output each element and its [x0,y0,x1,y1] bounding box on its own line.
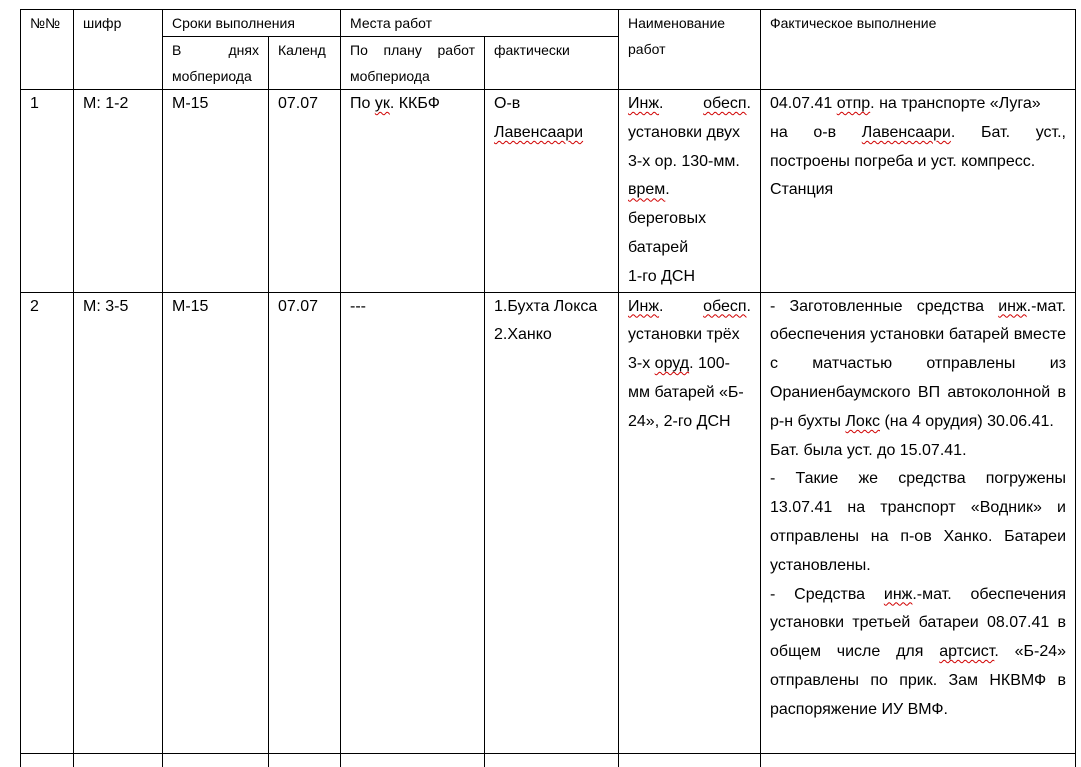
header-num: №№ [21,10,74,90]
header-places-fact: фактически [485,37,619,90]
cell-calendar: 07.07 [269,292,341,753]
document-page [20,9,1076,767]
cell-days: М-15 [163,292,269,753]
header-work-name: Наименование работ [619,10,761,90]
cell-num: 1 [21,90,74,293]
cell-code: М: 3-5 [74,292,163,753]
header-terms-days: В днях мобпериода [163,37,269,90]
cell-calendar: 07.07 [269,90,341,293]
works-table [20,9,1076,767]
header-terms: Сроки выполнения [163,10,341,37]
cell-work-name: Инж. обесп. установки трёх 3-х оруд. 100- мм батарей «Б- 24», 2-го ДСН [619,292,761,753]
header-places: Места работ [341,10,619,37]
cell-plan: По ук. ККБФ [341,90,485,293]
header-code: шифр [74,10,163,90]
cell-days: М-15 [163,90,269,293]
cell-actual-done: - Заготовленные средства инж.-мат. обеспечения установки батарей вместе с матчастью отправлены из Ораниенбаумского ВП автоколонной в р-н бухты Локс (на 4 орудия) 30.06.41. Бат. была уст. до 15.07.41. - Такие же средства погружены 13.07.41 на транспорт «Водник» и отправлены на п-ов Ханко. Батареи установлены. - Средства инж.-мат. обеспечения установки третьей батареи 08.07.41 в общем числе для артсист. «Б-24» отправлены по прик. Зам НКВМФ в распоряжение ИУ ВМФ. [761,292,1076,753]
cell-code: М: 1-2 [74,90,163,293]
cell-plan: --- [341,292,485,753]
table-row-cut [21,753,1076,767]
cell-work-name: Инж. обесп. установки двух 3-х ор. 130-мм. врем. береговых батарей 1-го ДСН [619,90,761,293]
header-actual-done: Фактическое выполнение [761,10,1076,90]
cell-fact: О-в Лавенсаари [485,90,619,293]
table-row [21,292,1076,753]
header-places-plan: По плану работ мобпериода [341,37,485,90]
cell-fact: 1.Бухта Локса 2.Ханко [485,292,619,753]
cell-num: 2 [21,292,74,753]
header-terms-calendar: Календ [269,37,341,90]
cell-actual-done: 04.07.41 отпр. на транспорте «Луга» на о-в Лавенсаари. Бат. уст., построены погреба и уст. компресс. Станция [761,90,1076,293]
table-row [21,90,1076,293]
